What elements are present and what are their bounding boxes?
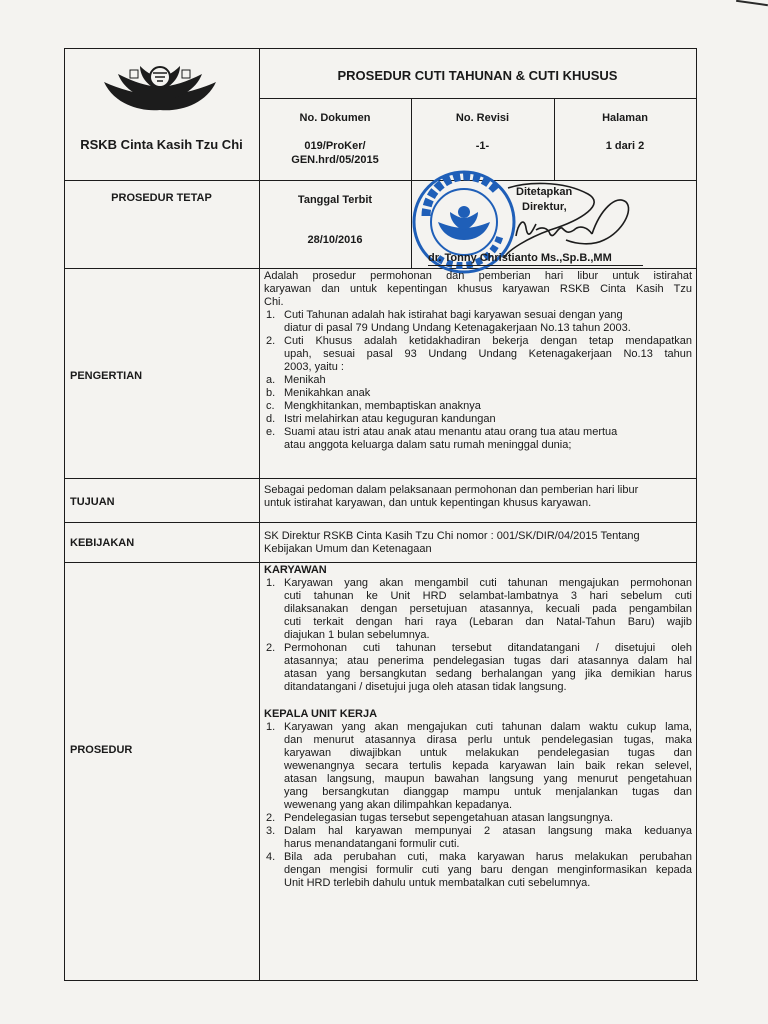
signature-underline (428, 265, 643, 266)
list-item: 4. Bila ada perubahan cuti, maka karyawan harus melakukan perubahan dengan mengisi formulir cuti yang baru dengan menginformasikan kepada Unit HRD terlebih dahulu untuk membatalkan cuti sebelumnya. (266, 851, 692, 889)
col-halaman-label: Halaman (602, 112, 648, 124)
kebijakan-label: KEBIJAKAN (70, 537, 135, 549)
sub-item: a. Menikah (266, 374, 326, 386)
list-item: 1. Cuti Tahunan adalah hak istirahat bagi karyawan sesuai dengan yang diatur di pasal 79 Undang Undang Ketenagakerjaan No.13 tahun 2003. (266, 309, 631, 334)
dokumen-value-line-1: 019/ProKer/ (304, 140, 366, 152)
list-item: 2. Permohonan cuti tahunan tersebut ditandatangani / disetujui oleh atasannya; atau penerima pendelegasian tugas dari atasannya dalam hal atasan yang bersangkutan sedang berhalangan yang jika demikian harus ditandatangani / disetujui juga oleh atasan tidak langsung. (266, 642, 692, 693)
kebijakan-content: SK Direktur RSKB Cinta Kasih Tzu Chi nomor : 001/SK/DIR/04/2015 Tentang Kebijakan Umum dan Ketenagaan (264, 530, 640, 555)
signature-icon (496, 180, 636, 260)
table-border-top (64, 48, 696, 49)
header-col-divider-2 (554, 98, 555, 180)
lotus-logo-icon (100, 60, 220, 118)
prosedur-tetap-label: PROSEDUR TETAP (111, 192, 212, 204)
list-item: 1. Karyawan yang akan mengajukan cuti tahunan dalam waktu cukup lama, dan menurut atasannya dirasa perlu untuk pendelegasian tugas, maka karyawan diwajibkan untuk melakukan pendelegasian tugas dan wewenangnya secara tertulis kepada karyawan lain baik rekan selevel, atasan langsung, maupun bawahan langsung yang menurut pengetahuan yang bersangkutan dianggap mampu untuk menjalankan tugas dan wewenang yang akan dilimpahkan kepadanya. (266, 721, 692, 811)
signatory-name: dr. Tonny Christianto Ms.,Sp.B.,MM (428, 252, 612, 264)
pengertian-bottom-divider (64, 478, 696, 479)
dokumen-value-line-2: GEN.hrd/05/2015 (291, 154, 379, 166)
kebijakan-bottom-divider (64, 562, 696, 563)
halaman-value: 1 dari 2 (605, 140, 645, 152)
tujuan-label: TUJUAN (70, 496, 115, 508)
table-border-right (696, 48, 697, 980)
ditetapkan-label: Ditetapkan (516, 186, 573, 198)
karyawan-heading: KARYAWAN (264, 564, 327, 576)
org-name: RSKB Cinta Kasih Tzu Chi (80, 137, 243, 152)
col-revisi-label: No. Revisi (455, 112, 510, 124)
table-border-bottom (64, 980, 698, 981)
direktur-label: Direktur, (522, 201, 567, 213)
scan-edge-mark (736, 0, 768, 6)
pengertian-content (264, 270, 692, 452)
list-item: 3. Dalam hal karyawan mempunyai 2 atasan langsung maka keduanya harus menandatangani formulir cuti. (266, 825, 692, 850)
tujuan-bottom-divider (64, 522, 696, 523)
tujuan-content: Sebagai pedoman dalam pelaksanaan permohonan dan pemberian hari libur untuk istirahat karyawan, dan untuk kepentingan khusus karyawan. (264, 484, 639, 509)
prosedur-label: PROSEDUR (70, 744, 133, 756)
pengertian-intro: Adalah prosedur permohonan dan pemberian hari libur untuk istirahat karyawan dan untuk kepentingan khusus karyawan RSKB Cinta Kasih Tzu Chi. (264, 270, 692, 308)
kepala-unit-heading: KEPALA UNIT KERJA (264, 708, 378, 720)
meta-bottom-divider (64, 268, 696, 269)
tanggal-terbit-value: 28/10/2016 (307, 234, 363, 246)
revisi-value: -1- (475, 140, 490, 152)
sub-item: c. Mengkhitankan, membaptiskan anaknya (266, 400, 481, 412)
list-item: 2. Cuti Khusus adalah ketidakhadiran bekerja dengan tetap mendapatkan upah, sesuai pasal 93 Undang Undang Ketenagakerjaan No.13 tahun 2003, yaitu : (266, 335, 692, 373)
table-border-left (64, 48, 65, 980)
document-title: PROSEDUR CUTI TAHUNAN & CUTI KHUSUS (337, 68, 618, 83)
list-item: 1. Karyawan yang akan mengambil cuti tahunan mengajukan permohonan cuti tahunan ke Unit HRD selambat-lambatnya 3 hari sebelum cuti dilaksanakan dengan persetujuan atasannya, kecuali pada pengambilan cuti terkait dengan hari raya (Lebaran dan Natal-Tahun Baru) wajib diajukan 1 bulan sebelumnya. (266, 577, 692, 641)
title-row-divider (259, 98, 696, 99)
list-item: 2. Pendelegasian tugas tersebut sepengetahuan atasan langsungnya. (266, 812, 614, 824)
sub-item: d. Istri melahirkan atau keguguran kandungan (266, 413, 496, 425)
col-dokumen-label: No. Dokumen (299, 112, 371, 124)
column-divider (259, 48, 260, 980)
prosedur-content (264, 564, 692, 890)
pengertian-label: PENGERTIAN (70, 370, 143, 382)
tanggal-terbit-label: Tanggal Terbit (297, 194, 373, 206)
sub-item: e. Suami atau istri atau anak atau menantu atau orang tua atau mertua atau anggota keluarga dalam satu rumah meninggal dunia; (266, 426, 618, 451)
sub-item: b. Menikahkan anak (266, 387, 371, 399)
